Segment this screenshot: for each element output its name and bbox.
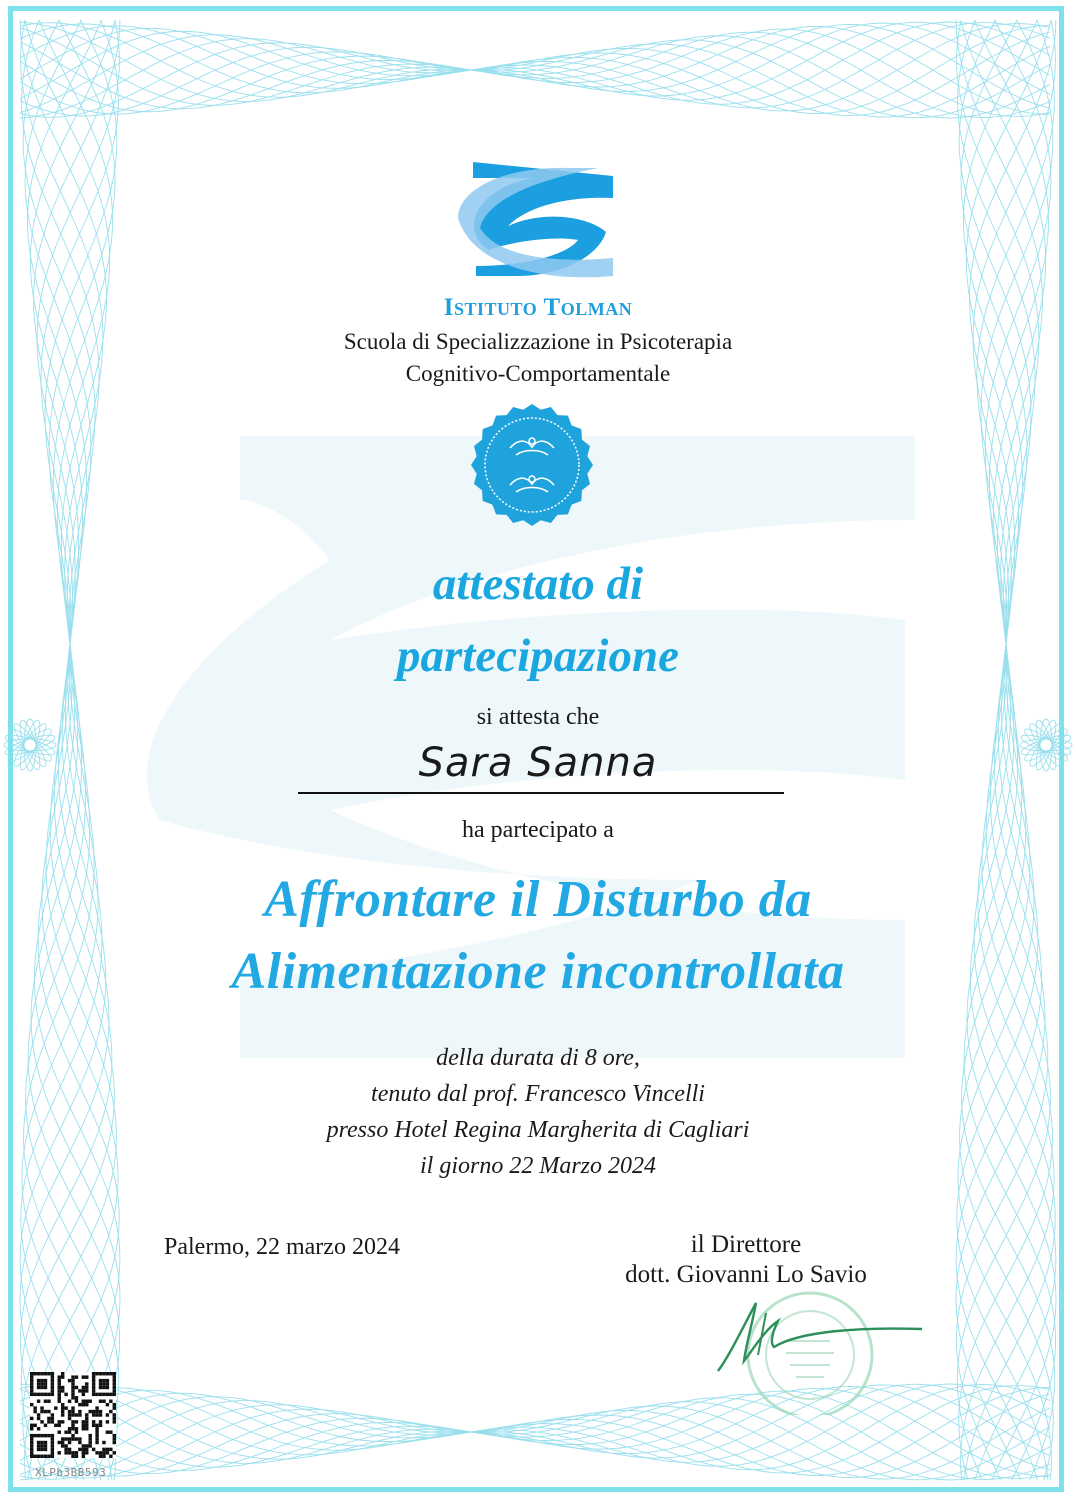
- detail-venue: presso Hotel Regina Margherita di Cagliari: [326, 1117, 750, 1143]
- course-title-line1: Affrontare il Disturbo da: [264, 871, 812, 928]
- course-details: [0, 1040, 1076, 1184]
- certificate-title-line2: partecipazione: [397, 630, 679, 682]
- official-stamp-icon: [700, 1285, 930, 1415]
- institute-name: Istituto Tolman: [443, 294, 633, 321]
- detail-teacher: tenuto dal prof. Francesco Vincelli: [371, 1081, 705, 1107]
- institute-subtitle-line1: Scuola di Specializzazione in Psicoterapia: [343, 329, 733, 354]
- verification-code: XLPb3BB593: [35, 1466, 107, 1479]
- detail-duration: della durata di 8 ore,: [436, 1045, 640, 1071]
- partecipato-text: ha partecipato a: [462, 817, 614, 843]
- course-title-line2: Alimentazione incontrollata: [231, 943, 845, 1000]
- institute-subtitle-line2: Cognitivo-Comportamentale: [405, 361, 671, 386]
- name-underline: [298, 792, 784, 794]
- attesta-text: si attesta che: [476, 704, 600, 730]
- istituto-tolman-logo: [448, 158, 628, 298]
- seal-icon: [470, 403, 594, 527]
- director-name: dott. Giovanni Lo Savio: [625, 1261, 867, 1288]
- participant-name: Sara Sanna: [418, 740, 658, 786]
- director-block: [596, 1230, 896, 1290]
- certificate-title-line1: attestato di: [432, 558, 644, 610]
- institute-subtitle: [0, 326, 1076, 390]
- course-title: [0, 864, 1076, 1008]
- director-role: il Direttore: [690, 1231, 802, 1258]
- certificate-title: [0, 548, 1076, 692]
- detail-date: il giorno 22 Marzo 2024: [419, 1153, 656, 1179]
- place-date: Palermo, 22 marzo 2024: [164, 1234, 400, 1260]
- qr-code-icon: [30, 1372, 116, 1458]
